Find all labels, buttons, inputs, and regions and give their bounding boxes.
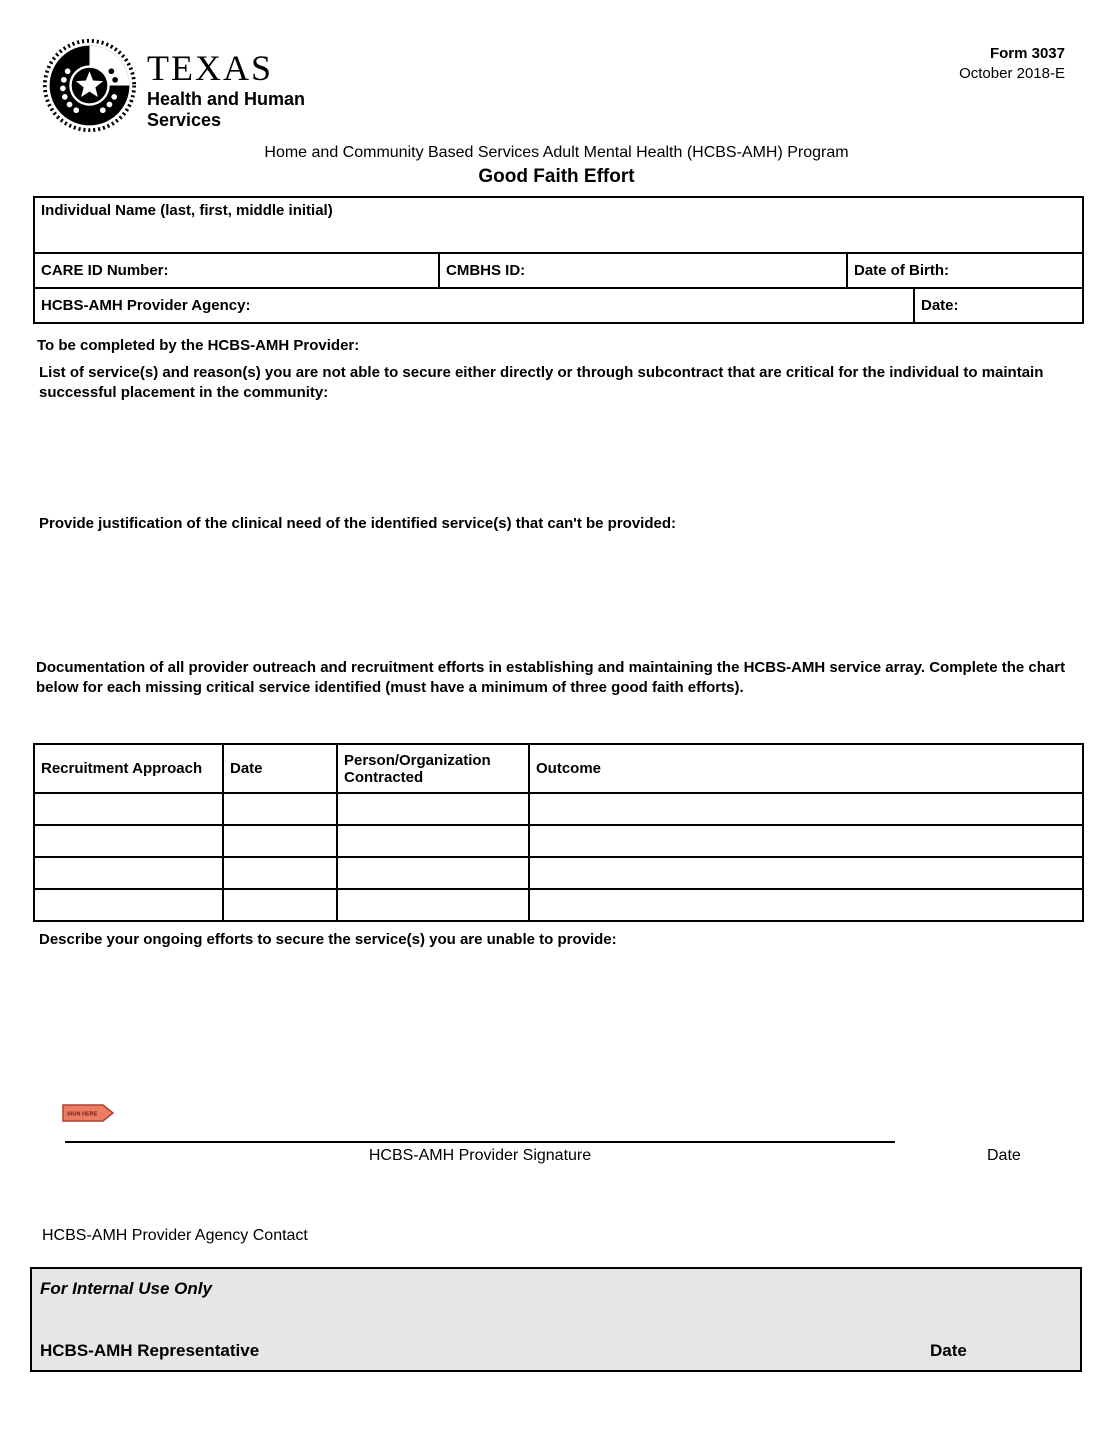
- efforts-header-person-organization: Person/Organization Contracted: [337, 744, 529, 793]
- texas-hhs-seal-icon: [42, 38, 137, 133]
- efforts-cell-person[interactable]: [337, 825, 529, 857]
- efforts-cell-outcome[interactable]: [529, 793, 1083, 825]
- efforts-header-outcome: Outcome: [529, 744, 1083, 793]
- provider-agency-contact-label: HCBS-AMH Provider Agency Contact: [42, 1227, 308, 1244]
- efforts-cell-person[interactable]: [337, 857, 529, 889]
- logo-state-name: TEXAS: [147, 48, 273, 88]
- efforts-cell-date[interactable]: [223, 889, 337, 921]
- internal-use-title: For Internal Use Only: [40, 1279, 212, 1298]
- identity-table: [33, 196, 1084, 324]
- efforts-cell-approach[interactable]: [34, 889, 223, 921]
- signature-date-label: Date: [987, 1147, 1021, 1164]
- form-revision: October 2018-E: [959, 65, 1065, 83]
- representative-label: HCBS-AMH Representative: [40, 1341, 260, 1360]
- dob-field[interactable]: [847, 253, 1083, 288]
- services-prompt: List of service(s) and reason(s) you are not able to secure either directly or through subcontract that are critical for the individual to maintain successful placement in the community:: [39, 364, 1044, 402]
- efforts-table: [33, 743, 1084, 922]
- efforts-cell-outcome[interactable]: [529, 857, 1083, 889]
- individual-name-field[interactable]: [34, 197, 1083, 253]
- services-response-area[interactable]: [33, 412, 1082, 504]
- logo-agency-line1: Health and Human: [147, 89, 306, 109]
- dob-label: Date of Birth:: [854, 262, 949, 279]
- table-row: [34, 793, 1083, 825]
- form-date-field[interactable]: [914, 288, 1083, 323]
- efforts-cell-approach[interactable]: [34, 857, 223, 889]
- efforts-cell-date[interactable]: [223, 825, 337, 857]
- logo-wordmark: [147, 38, 305, 130]
- efforts-cell-approach[interactable]: [34, 793, 223, 825]
- justification-prompt: Provide justification of the clinical need of the identified service(s) that can't be provided:: [39, 515, 677, 532]
- sign-here-flag-icon: [62, 1104, 114, 1122]
- form-number: Form 3037: [989, 45, 1065, 62]
- form-date-label: Date:: [921, 297, 959, 314]
- ongoing-efforts-response-area[interactable]: [33, 962, 1082, 1092]
- table-row: [34, 889, 1083, 921]
- completed-by-heading: To be completed by the HCBS-AMH Provider:: [37, 337, 360, 354]
- efforts-cell-date[interactable]: [223, 793, 337, 825]
- efforts-header-recruitment-approach: Recruitment Approach: [34, 744, 223, 793]
- care-id-field[interactable]: [34, 253, 439, 288]
- internal-use-box: [30, 1267, 1082, 1372]
- page-title: Good Faith Effort: [478, 166, 635, 187]
- efforts-cell-approach[interactable]: [34, 825, 223, 857]
- ongoing-efforts-prompt: Describe your ongoing efforts to secure the service(s) you are unable to provide:: [39, 931, 617, 948]
- internal-date-label: Date: [930, 1341, 967, 1360]
- efforts-cell-outcome[interactable]: [529, 825, 1083, 857]
- documentation-prompt: Documentation of all provider outreach and recruitment efforts in establishing and maintaining the HCBS-AMH service array. Complete the chart below for each missing critical service identified (must have a minimum of three good faith efforts).: [36, 659, 1066, 697]
- care-id-label: CARE ID Number:: [41, 262, 169, 279]
- cmbhs-id-field[interactable]: [439, 253, 847, 288]
- efforts-cell-person[interactable]: [337, 793, 529, 825]
- efforts-cell-person[interactable]: [337, 889, 529, 921]
- sign-here-flag-text: SIGN HERE: [67, 1111, 98, 1118]
- program-title: Home and Community Based Services Adult Mental Health (HCBS-AMH) Program: [264, 144, 849, 161]
- provider-agency-field[interactable]: [34, 288, 914, 323]
- cmbhs-id-label: CMBHS ID:: [446, 262, 526, 279]
- provider-signature-label: HCBS-AMH Provider Signature: [368, 1147, 592, 1164]
- provider-agency-label: HCBS-AMH Provider Agency:: [41, 297, 251, 314]
- efforts-cell-date[interactable]: [223, 857, 337, 889]
- texas-hhs-logo: [42, 38, 305, 133]
- logo-agency-line2: Services: [147, 109, 222, 130]
- justification-response-area[interactable]: [33, 548, 1082, 648]
- efforts-cell-outcome[interactable]: [529, 889, 1083, 921]
- form-meta: [959, 44, 1065, 85]
- efforts-header-date: Date: [223, 744, 337, 793]
- individual-name-label: Individual Name (last, first, middle initial): [41, 202, 333, 219]
- table-row: [34, 825, 1083, 857]
- provider-signature-line[interactable]: [65, 1141, 895, 1143]
- table-row: [34, 857, 1083, 889]
